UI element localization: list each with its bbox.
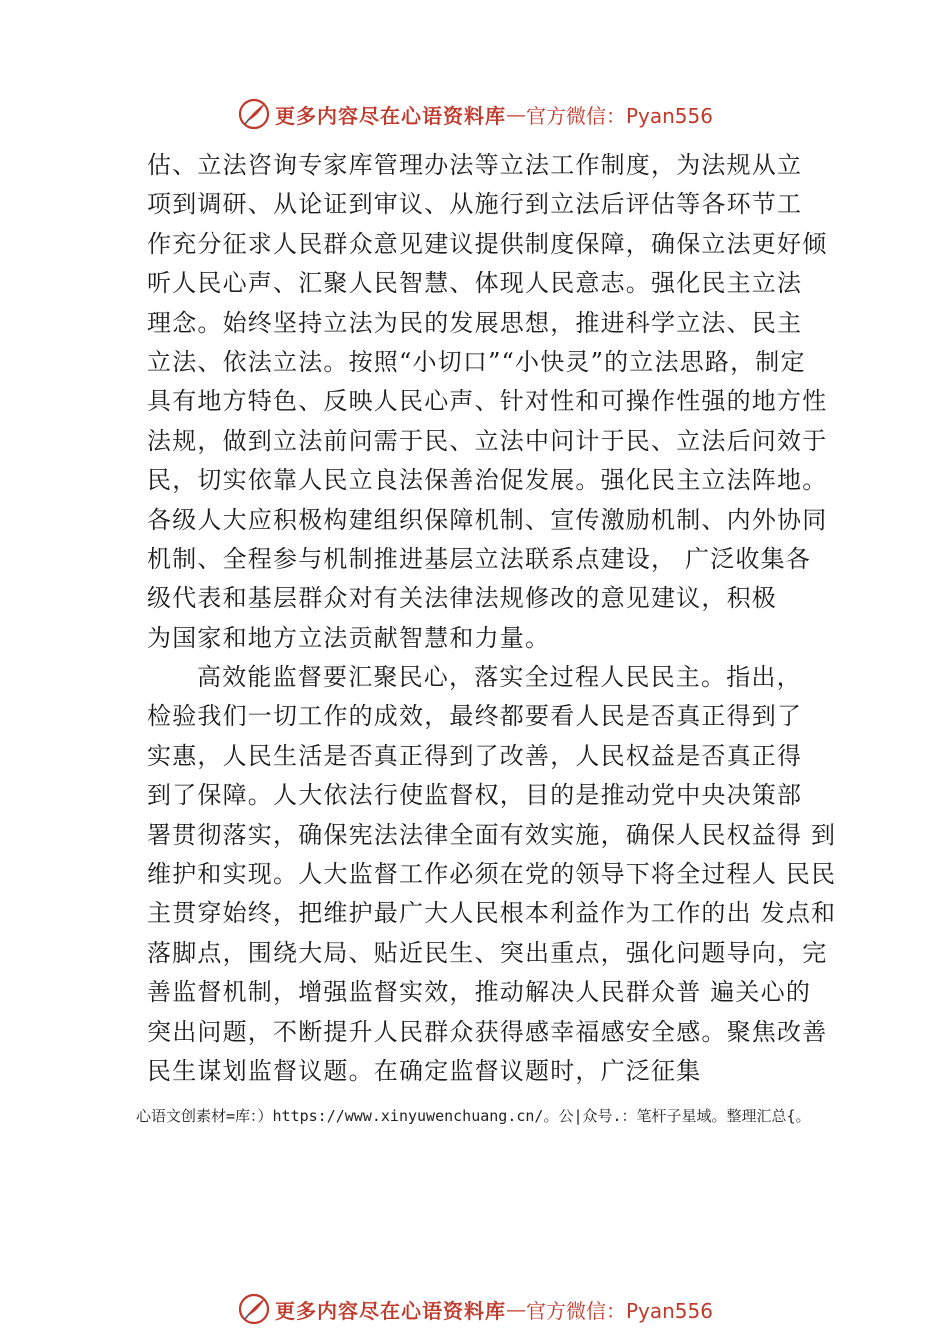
text-line: 立法、依法立法。按照“小切口”“小快灵”的立法思路，制定 xyxy=(147,347,806,376)
quill-logo-icon xyxy=(237,1292,271,1326)
banner-wechat-text: 官方微信：Pyan556 xyxy=(525,1298,713,1323)
paragraph-2 xyxy=(147,658,837,1091)
text-line: 到了保障。人大依法行使监督权，目的是推动党中央决策部 xyxy=(147,781,803,810)
text-line: 署贯彻落实，确保宪法法律全面有效实施，确保人民权益得 到 xyxy=(147,820,837,849)
text-line: 级代表和基层群众对有关法律法规修改的意见建议，积极 xyxy=(147,584,777,613)
header-banner xyxy=(0,94,950,134)
text-line: 实惠，人民生活是否真正得到了改善，人民权益是否真正得 xyxy=(147,741,803,770)
banner-main-text: 更多内容尽在心语资料库 xyxy=(274,103,506,128)
text-line: 项到调研、从论证到审议、从施行到立法后评估等各环节工 xyxy=(147,190,803,219)
source-footnote: 心语文创素材=库：）https://www.xinyuwenchuang.cn/。公|众号.：笔杆子星域。整理汇总{。 xyxy=(136,1107,811,1125)
banner-separator: — xyxy=(505,1297,526,1321)
banner-main-text: 更多内容尽在心语资料库 xyxy=(274,1298,506,1323)
text-line: 突出问题，不断提升人民群众获得感幸福感安全感。聚焦改善 xyxy=(147,1017,828,1046)
text-line: 民，切实依靠人民立良法保善治促发展。强化民主立法阵地。 xyxy=(147,466,828,495)
text-line: 民生谋划监督议题。在确定监督议题时，广泛征集 xyxy=(147,1056,702,1085)
paragraph-1 xyxy=(147,146,837,658)
banner-separator: — xyxy=(505,102,526,126)
text-line: 估、立法咨询专家库管理办法等立法工作制度，为法规从立 xyxy=(147,151,803,179)
text-line: 作充分征求人民群众意见建议提供制度保障，确保立法更好倾 xyxy=(147,229,828,258)
document-body xyxy=(147,146,837,1091)
text-line: 为国家和地方立法贡献智慧和力量。 xyxy=(147,623,551,652)
text-line: 各级人大应积极构建组织保障机制、宣传激励机制、内外协同 xyxy=(147,505,828,534)
text-line: 听人民心声、汇聚人民智慧、体现人民意志。强化民主立法 xyxy=(147,269,803,298)
text-line: 法规，做到立法前问需于民、立法中问计于民、立法后问效于 xyxy=(147,426,828,455)
text-line: 主贯穿始终，把维护最广大人民根本利益作为工作的出 发点和 xyxy=(147,899,837,928)
text-line: 机制、全程参与机制推进基层立法联系点建设， 广泛收集各 xyxy=(147,544,812,573)
text-line: 检验我们一切工作的成效，最终都要看人民是否真正得到了 xyxy=(147,702,803,731)
quill-logo-icon xyxy=(237,97,271,131)
text-line: 高效能监督要汇聚民心，落实全过程人民民主。指出， xyxy=(197,663,802,692)
text-line: 理念。始终坚持立法为民的发展思想，推进科学立法、民主 xyxy=(147,308,803,337)
text-line: 善监督机制，增强监督实效，推动解决人民群众普 遍关心的 xyxy=(147,978,812,1007)
footer-banner xyxy=(0,1289,950,1329)
banner-wechat-text: 官方微信：Pyan556 xyxy=(525,103,713,128)
text-line: 具有地方特色、反映人民心声、针对性和可操作性强的地方性 xyxy=(147,387,828,416)
text-line: 落脚点，围绕大局、贴近民生、突出重点，强化问题导向，完 xyxy=(147,938,828,967)
text-line: 维护和实现。人大监督工作必须在党的领导下将全过程人 民民 xyxy=(147,860,837,889)
